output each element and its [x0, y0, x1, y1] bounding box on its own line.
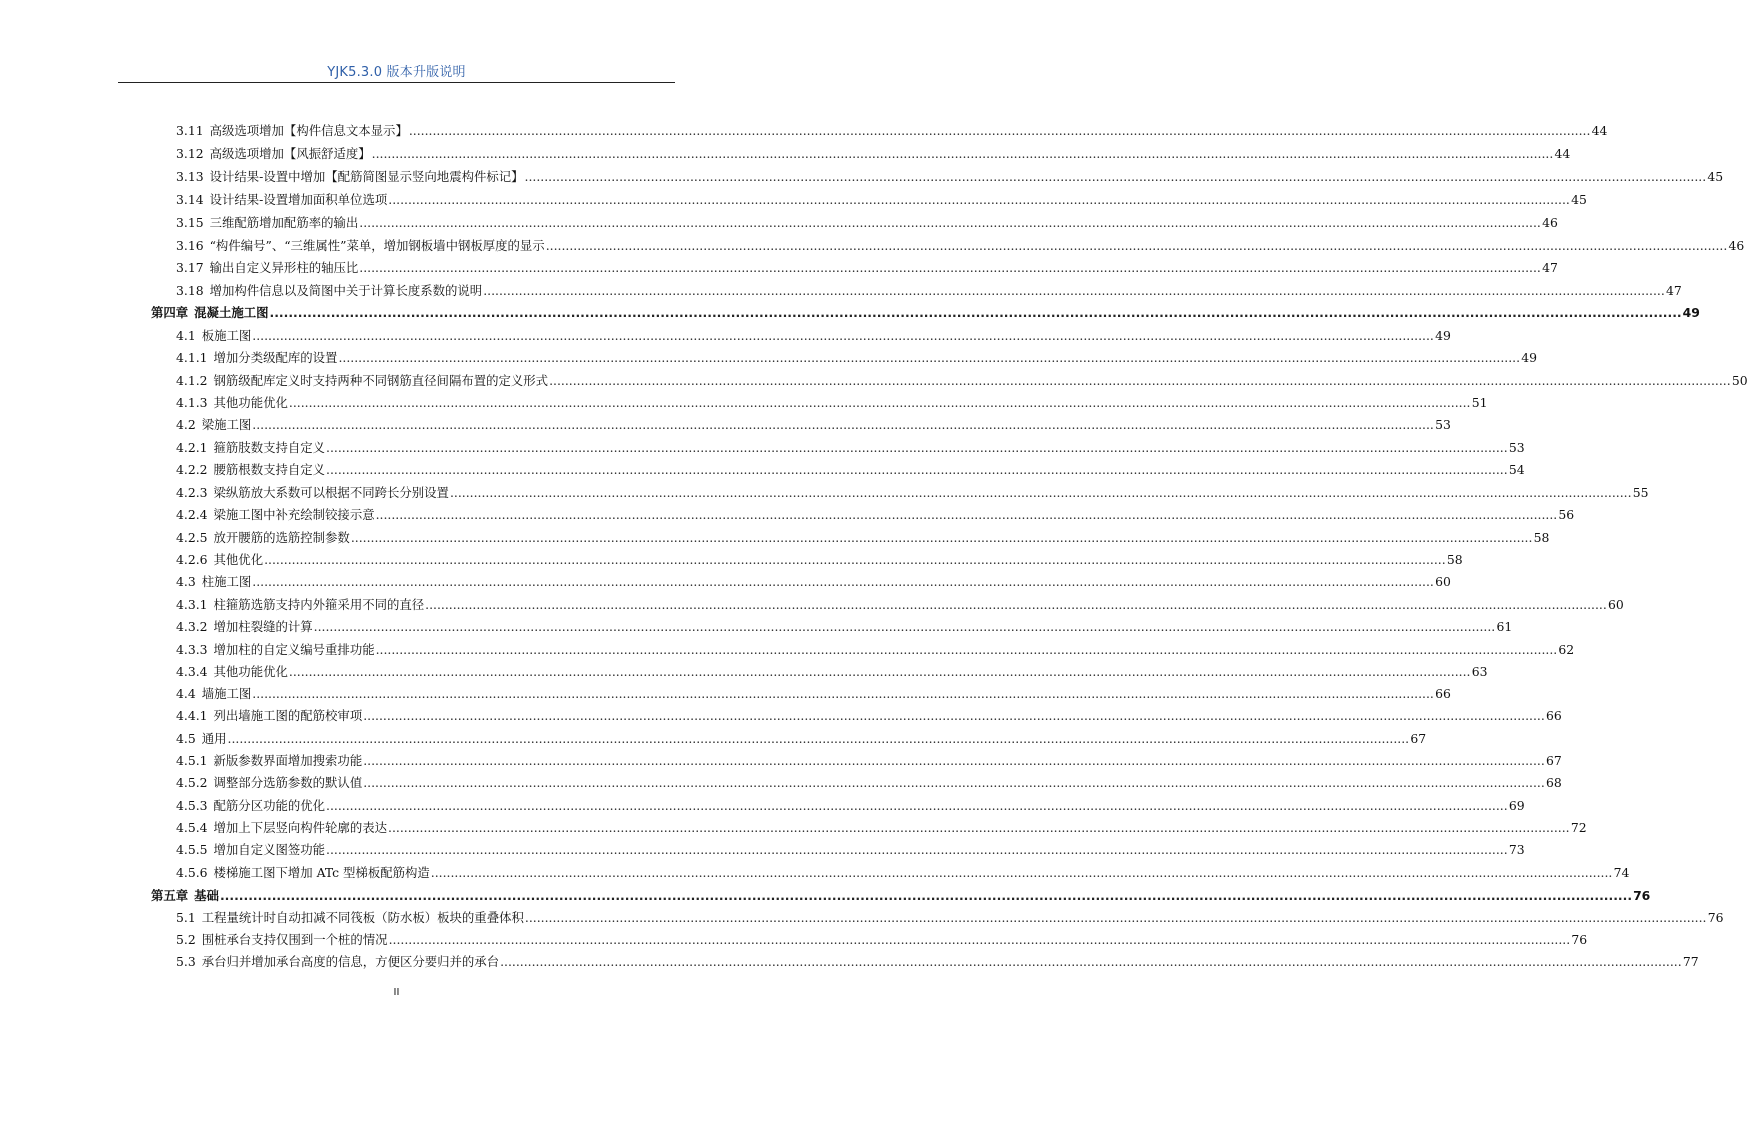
toc-entry[interactable]	[0, 190, 1587, 210]
toc-entry-number: 4.5	[176, 731, 196, 746]
toc-dot-leader: ............................................................................................................................................................................................................................................................................................................	[371, 146, 1554, 161]
toc-entry-number: 3.11	[176, 123, 204, 138]
toc-entry-number: 5.2	[176, 932, 196, 947]
toc-entry[interactable]	[0, 863, 1630, 883]
toc-entry-number: 3.18	[176, 283, 204, 298]
toc-entry[interactable]	[0, 236, 1745, 256]
toc-entry[interactable]	[0, 595, 1624, 615]
toc-entry-title: 配筋分区功能的优化	[213, 798, 326, 813]
toc-entry-page: 76	[1571, 932, 1588, 947]
toc-entry[interactable]	[0, 930, 1588, 950]
toc-entry[interactable]	[0, 505, 1575, 525]
toc-entry-number: 第四章	[151, 305, 189, 320]
toc-entry-number: 3.14	[176, 192, 204, 207]
toc-entry[interactable]	[0, 144, 1571, 164]
toc-dot-leader: ............................................................................................................................................................................................................................................................................................................	[549, 373, 1731, 388]
toc-entry-page: 68	[1546, 775, 1562, 790]
toc-entry-number: 4.5.3	[176, 798, 208, 813]
toc-entry-page: 51	[1471, 395, 1488, 410]
toc-entry-number: 4.2.2	[176, 462, 208, 477]
toc-entry-title: 增加构件信息以及简图中关于计算长度系数的说明	[209, 283, 483, 298]
toc-entry[interactable]	[0, 303, 1700, 323]
toc-entry-line	[176, 908, 1724, 928]
toc-entry-line	[176, 460, 1525, 480]
toc-entry-line	[176, 281, 1682, 301]
toc-entry-title: 增加柱裂缝的计算	[213, 619, 313, 634]
toc-entry-page: 53	[1508, 440, 1525, 455]
toc-entry[interactable]	[0, 706, 1562, 726]
toc-entry[interactable]	[0, 528, 1550, 548]
toc-entry-number: 5.3	[176, 954, 196, 970]
toc-entry-line	[176, 393, 1488, 413]
toc-entry-line	[176, 528, 1550, 548]
toc-entry-page: 58	[1446, 552, 1463, 567]
toc-entry-page: 60	[1435, 574, 1451, 589]
toc-dot-leader: ............................................................................................................................................................................................................................................................................................................	[524, 169, 1707, 184]
toc-entry-title: 楼梯施工图下增加 ATc 型梯板配筋构造	[213, 865, 430, 880]
toc-entry-page: 56	[1558, 507, 1575, 522]
toc-entry-page: 76	[1707, 910, 1724, 925]
toc-entry-title: 其他功能优化	[213, 395, 288, 410]
toc-entry-line	[151, 886, 1651, 906]
toc-entry-page: 66	[1546, 708, 1562, 723]
toc-entry[interactable]	[0, 617, 1513, 637]
toc-entry-number: 4.1.1	[176, 350, 208, 365]
toc-entry-page: 60	[1607, 597, 1624, 612]
toc-dot-leader: ............................................................................................................................................................................................................................................................................................................	[388, 192, 1570, 207]
toc-dot-leader: ............................................................................................................................................................................................................................................................................................................	[288, 664, 1471, 679]
toc-entry-page: 49	[1682, 305, 1700, 320]
toc-entry-line	[176, 595, 1624, 615]
toc-entry-page: 53	[1435, 417, 1451, 432]
toc-entry-line	[151, 303, 1700, 323]
toc-entry-title: 梁纵筋放大系数可以根据不同跨长分别设置	[213, 485, 449, 500]
toc-entry-number: 4.5.5	[176, 842, 208, 857]
toc-entry-line	[176, 617, 1513, 637]
toc-entry-number: 4.2.6	[176, 552, 208, 567]
toc-entry-title: “构件编号”、“三维属性”菜单，增加钢板墙中钢板厚度的显示	[209, 238, 545, 253]
toc-entry-title: 放开腰筋的选筋控制参数	[213, 530, 350, 545]
toc-entry-page: 63	[1471, 664, 1488, 679]
toc-dot-leader: ............................................................................................................................................................................................................................................................................................................	[350, 530, 1533, 545]
toc-entry[interactable]	[0, 393, 1488, 413]
toc-entry-line	[176, 729, 1427, 749]
toc-entry[interactable]	[0, 438, 1525, 458]
toc-entry-title: 钢筋级配库定义时支持两种不同钢筋直径间隔布置的定义形式	[213, 373, 549, 388]
toc-entry-title: 混凝土施工图	[194, 305, 269, 320]
toc-entry-number: 4.4	[176, 686, 196, 701]
toc-entry-title: 设计结果-设置中增加【配筋简图显示竖向地震构件标记】	[209, 169, 524, 184]
toc-entry-page: 58	[1533, 530, 1550, 545]
toc-dot-leader: ............................................................................................................................................................................................................................................................................................................	[326, 798, 1508, 813]
toc-entry-number: 4.3.4	[176, 664, 208, 679]
toc-entry-number: 4.2.3	[176, 485, 208, 500]
toc-entry-number: 4.2.5	[176, 530, 208, 545]
toc-entry-page: 45	[1707, 169, 1724, 184]
toc-entry[interactable]	[0, 281, 1682, 301]
toc-entry[interactable]	[0, 213, 1558, 233]
toc-entry-title: 增加分类级配库的设置	[213, 350, 338, 365]
toc-entry-line	[176, 505, 1575, 525]
toc-entry-page: 44	[1554, 146, 1571, 161]
toc-entry[interactable]	[0, 371, 1748, 391]
toc-dot-leader: ............................................................................................................................................................................................................................................................................................................	[359, 260, 1541, 275]
toc-entry-line	[176, 818, 1587, 838]
toc-entry-number: 4.3	[176, 574, 196, 589]
toc-entry-line	[176, 371, 1748, 391]
toc-dot-leader: ............................................................................................................................................................................................................................................................................................................	[219, 888, 1633, 903]
toc-entry-line	[176, 863, 1630, 883]
toc-dot-leader: ............................................................................................................................................................................................................................................................................................................	[545, 238, 1728, 253]
toc-entry[interactable]	[0, 684, 1451, 704]
toc-entry-title: 设计结果-设置增加面积单位选项	[209, 192, 388, 207]
toc-entry-page: 74	[1613, 865, 1630, 880]
toc-entry[interactable]	[0, 640, 1575, 660]
toc-dot-leader: ............................................................................................................................................................................................................................................................................................................	[252, 328, 1434, 343]
document-title: YJK5.3.0 版本升版说明	[327, 65, 466, 80]
toc-entry-title: 柱箍筋选筋支持内外箍采用不同的直径	[213, 597, 425, 612]
toc-entry[interactable]	[0, 258, 1558, 278]
toc-entry-title: 板施工图	[201, 328, 252, 343]
toc-entry-line	[176, 640, 1575, 660]
toc-entry-number: 4.2	[176, 417, 196, 432]
toc-entry-page: 46	[1728, 238, 1745, 253]
toc-entry-page: 47	[1542, 260, 1558, 275]
toc-entry-title: 腰筋根数支持自定义	[213, 462, 326, 477]
toc-entry[interactable]	[0, 952, 1699, 972]
toc-entry-number: 4.4.1	[176, 708, 208, 723]
toc-entry-line	[176, 550, 1463, 570]
toc-entry[interactable]	[0, 773, 1562, 793]
toc-entry-number: 4.3.3	[176, 642, 208, 657]
toc-entry-title: 箍筋肢数支持自定义	[213, 440, 326, 455]
toc-entry-title: 增加柱的自定义编号重排功能	[213, 642, 375, 657]
toc-entry-number: 4.3.1	[176, 597, 208, 612]
toc-entry-line	[176, 348, 1538, 368]
toc-entry-line	[176, 483, 1649, 503]
toc-entry-page: 62	[1558, 642, 1575, 657]
toc-entry-page: 76	[1633, 888, 1651, 903]
toc-dot-leader: ............................................................................................................................................................................................................................................................................................................	[375, 642, 1558, 657]
toc-dot-leader: ............................................................................................................................................................................................................................................................................................................	[264, 552, 1446, 567]
toc-entry-title: 三维配筋增加配筋率的输出	[209, 215, 359, 230]
toc-entry[interactable]	[0, 796, 1525, 816]
toc-entry-line	[176, 773, 1562, 793]
toc-entry-title: 高级选项增加【构件信息文本显示】	[209, 123, 408, 138]
toc-entry-page: 44	[1591, 123, 1608, 138]
toc-dot-leader: ............................................................................................................................................................................................................................................................................................................	[449, 485, 1632, 500]
toc-entry[interactable]	[0, 751, 1562, 771]
toc-dot-leader: ............................................................................................................................................................................................................................................................................................................	[269, 305, 1682, 320]
toc-entry-page: 50	[1731, 373, 1748, 388]
toc-dot-leader: ............................................................................................................................................................................................................................................................................................................	[363, 775, 1545, 790]
toc-entry-title: 输出自定义异形柱的轴压比	[209, 260, 359, 275]
toc-entry-line	[176, 930, 1588, 950]
toc-entry-number: 4.2.1	[176, 440, 208, 455]
toc-dot-leader: ............................................................................................................................................................................................................................................................................................................	[425, 597, 1607, 612]
toc-entry-line	[176, 684, 1451, 704]
toc-entry-line	[176, 144, 1571, 164]
toc-entry-page: 72	[1570, 820, 1587, 835]
toc-dot-leader: ............................................................................................................................................................................................................................................................................................................	[500, 954, 1682, 970]
toc-entry-title: 调整部分选筋参数的默认值	[213, 775, 363, 790]
toc-entry[interactable]	[0, 167, 1724, 187]
toc-entry-page: 46	[1542, 215, 1558, 230]
toc-entry-number: 3.16	[176, 238, 204, 253]
toc-entry[interactable]	[0, 483, 1649, 503]
toc-entry[interactable]	[0, 729, 1427, 749]
toc-dot-leader: ............................................................................................................................................................................................................................................................................................................	[252, 686, 1434, 701]
toc-entry-line	[176, 213, 1558, 233]
toc-entry-title: 梁施工图	[201, 417, 252, 432]
toc-entry-title: 新版参数界面增加搜索功能	[213, 753, 363, 768]
toc-entry-page: 47	[1666, 283, 1682, 298]
toc-entry-title: 基础	[194, 888, 219, 903]
toc-entry-title: 其他功能优化	[213, 664, 288, 679]
toc-entry-page: 69	[1508, 798, 1525, 813]
toc-entry-number: 4.1.2	[176, 373, 208, 388]
toc-dot-leader: ............................................................................................................................................................................................................................................................................................................	[408, 123, 1591, 138]
toc-entry[interactable]	[0, 550, 1463, 570]
toc-entry[interactable]	[0, 662, 1488, 682]
toc-entry-line	[176, 572, 1451, 592]
toc-entry-title: 其他优化	[213, 552, 264, 567]
toc-dot-leader: ............................................................................................................................................................................................................................................................................................................	[388, 820, 1570, 835]
toc-entry-page: 54	[1508, 462, 1525, 477]
toc-entry-title: 高级选项增加【风振舒适度】	[209, 146, 371, 161]
toc-entry-page: 67	[1546, 753, 1562, 768]
toc-entry-line	[176, 258, 1558, 278]
toc-entry-number: 3.12	[176, 146, 204, 161]
toc-dot-leader: ............................................................................................................................................................................................................................................................................................................	[363, 708, 1545, 723]
toc-entry-number: 4.2.4	[176, 507, 208, 522]
toc-entry-number: 3.17	[176, 260, 204, 275]
toc-entry[interactable]	[0, 908, 1724, 928]
toc-entry-page: 61	[1496, 619, 1513, 634]
toc-entry-page: 66	[1435, 686, 1451, 701]
toc-entry-title: 列出墙施工图的配筋校审项	[213, 708, 363, 723]
toc-entry-number: 4.1.3	[176, 395, 208, 410]
toc-dot-leader: ............................................................................................................................................................................................................................................................................................................	[430, 865, 1613, 880]
toc-dot-leader: ............................................................................................................................................................................................................................................................................................................	[359, 215, 1541, 230]
toc-entry-title: 增加上下层竖向构件轮廓的表达	[213, 820, 387, 835]
header-divider	[118, 82, 675, 83]
toc-dot-leader: ............................................................................................................................................................................................................................................................................................................	[252, 574, 1434, 589]
toc-dot-leader: ............................................................................................................................................................................................................................................................................................................	[388, 932, 1571, 947]
toc-entry-number: 3.15	[176, 215, 204, 230]
toc-entry-title: 围桩承台支持仅围到一个桩的情况	[201, 932, 388, 947]
toc-dot-leader: ............................................................................................................................................................................................................................................................................................................	[375, 507, 1558, 522]
toc-dot-leader: ............................................................................................................................................................................................................................................................................................................	[252, 417, 1434, 432]
toc-entry-number: 5.1	[176, 910, 196, 925]
toc-dot-leader: ............................................................................................................................................................................................................................................................................................................	[326, 462, 1508, 477]
toc-entry-line	[176, 326, 1451, 346]
toc-entry-line	[176, 952, 1699, 972]
toc-entry[interactable]	[0, 886, 1651, 906]
toc-dot-leader: ............................................................................................................................................................................................................................................................................................................	[363, 753, 1545, 768]
toc-entry-line	[176, 167, 1724, 187]
toc-entry-line	[176, 438, 1525, 458]
toc-entry-title: 墙施工图	[201, 686, 252, 701]
toc-entry-page: 73	[1508, 842, 1525, 857]
toc-entry-page: 67	[1410, 731, 1427, 746]
toc-entry[interactable]	[0, 121, 1608, 141]
toc-entry-title: 增加自定义图签功能	[213, 842, 326, 857]
toc-entry-line	[176, 236, 1745, 256]
toc-entry-line	[176, 121, 1608, 141]
toc-entry-page: 49	[1435, 328, 1451, 343]
toc-dot-leader: ............................................................................................................................................................................................................................................................................................................	[338, 350, 1521, 365]
toc-entry-title: 柱施工图	[201, 574, 252, 589]
toc-dot-leader: ............................................................................................................................................................................................................................................................................................................	[524, 910, 1707, 925]
toc-entry[interactable]	[0, 818, 1587, 838]
toc-dot-leader: ............................................................................................................................................................................................................................................................................................................	[483, 283, 1665, 298]
toc-entry-page: 49	[1521, 350, 1538, 365]
toc-dot-leader: ............................................................................................................................................................................................................................................................................................................	[288, 395, 1471, 410]
toc-entry-page: 77	[1682, 954, 1699, 970]
toc-entry[interactable]	[0, 326, 1451, 346]
toc-entry-line	[176, 840, 1525, 860]
toc-dot-leader: ............................................................................................................................................................................................................................................................................................................	[313, 619, 1496, 634]
toc-entry-number: 第五章	[151, 888, 189, 903]
toc-entry-number: 3.13	[176, 169, 204, 184]
toc-entry-number: 4.1	[176, 328, 196, 343]
toc-dot-leader: ............................................................................................................................................................................................................................................................................................................	[227, 731, 1410, 746]
toc-entry-number: 4.5.4	[176, 820, 208, 835]
toc-entry-line	[176, 706, 1562, 726]
toc-entry-line	[176, 796, 1525, 816]
toc-entry-number: 4.5.6	[176, 865, 208, 880]
toc-entry-line	[176, 751, 1562, 771]
toc-entry-number: 4.5.1	[176, 753, 208, 768]
toc-entry-page: 45	[1571, 192, 1587, 207]
toc-entry[interactable]	[0, 460, 1525, 480]
toc-dot-leader: ............................................................................................................................................................................................................................................................................................................	[326, 842, 1508, 857]
toc-entry-page: 55	[1632, 485, 1649, 500]
toc-entry-title: 通用	[201, 731, 227, 746]
toc-entry-line	[176, 662, 1488, 682]
toc-entry-number: 4.5.2	[176, 775, 208, 790]
toc-entry[interactable]	[0, 840, 1525, 860]
toc-entry-title: 承台归并增加承台高度的信息，方便区分要归并的承台	[201, 954, 500, 970]
toc-entry-line	[176, 190, 1587, 210]
page-number: II	[393, 987, 400, 998]
toc-dot-leader: ............................................................................................................................................................................................................................................................................................................	[326, 440, 1508, 455]
toc-entry[interactable]	[0, 348, 1538, 368]
toc-entry-title: 工程量统计时自动扣减不同筏板（防水板）板块的重叠体积	[201, 910, 524, 925]
toc-entry-line	[176, 415, 1451, 435]
toc-entry-number: 4.3.2	[176, 619, 208, 634]
toc-entry[interactable]	[0, 415, 1451, 435]
toc-entry-title: 梁施工图中补充绘制铰接示意	[213, 507, 375, 522]
toc-entry[interactable]	[0, 572, 1451, 592]
